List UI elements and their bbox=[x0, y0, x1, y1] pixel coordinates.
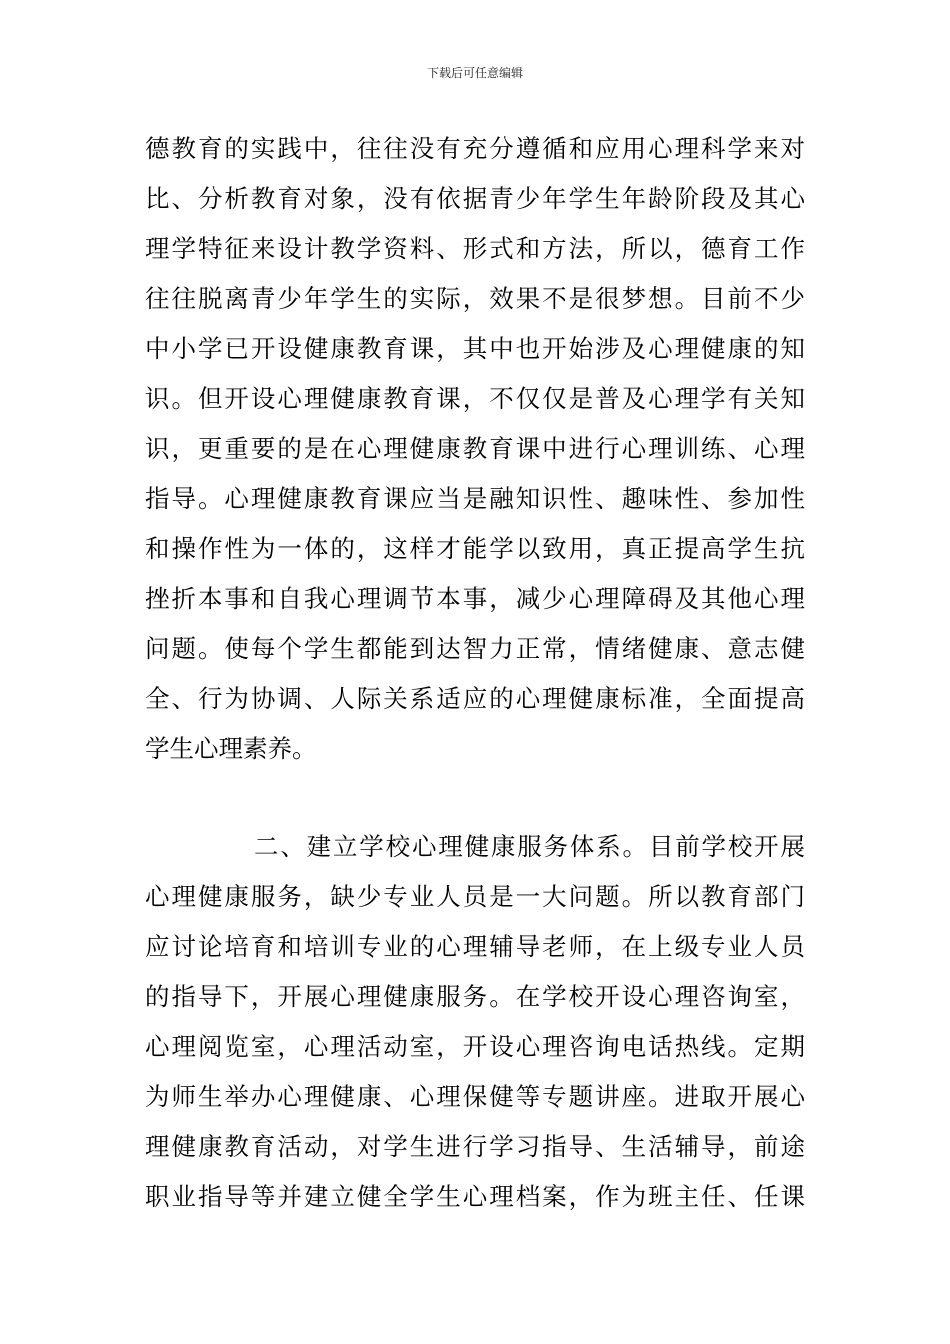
text-line: 二、建立学校心理健康服务体系。目前学校开展 bbox=[254, 832, 805, 861]
text-line: 指导。心理健康教育课应当是融知识性、趣味性、参加性 bbox=[145, 484, 805, 513]
text-line: 德教育的实践中，往往没有充分遵循和应用心理科学来对 bbox=[145, 134, 805, 163]
paragraph-1 bbox=[145, 124, 805, 774]
text-line: 职业指导等并建立健全学生心理档案，作为班主任、任课 bbox=[145, 1182, 805, 1211]
text-line: 心理健康服务，缺少专业人员是一大问题。所以教育部门 bbox=[145, 882, 805, 911]
text-line: 识，更重要的是在心理健康教育课中进行心理训练、心理 bbox=[145, 434, 805, 463]
text-line: 和操作性为一体的，这样才能学以致用，真正提高学生抗 bbox=[145, 534, 805, 563]
text-line: 应讨论培育和培训专业的心理辅导老师，在上级专业人员 bbox=[145, 932, 805, 961]
page-header: 下载后可任意编辑 bbox=[426, 66, 523, 80]
text-line: 往往脱离青少年学生的实际，效果不是很梦想。目前不少 bbox=[145, 284, 805, 313]
text-line: 为师生举办心理健康、心理保健等专题讲座。进取开展心 bbox=[145, 1082, 805, 1111]
text-line: 全、行为协调、人际关系适应的心理健康标准，全面提高 bbox=[145, 684, 805, 713]
text-line: 识。但开设心理健康教育课，不仅仅是普及心理学有关知 bbox=[145, 384, 805, 413]
text-line: 理健康教育活动，对学生进行学习指导、生活辅导，前途 bbox=[145, 1132, 805, 1161]
text-line: 比、分析教育对象，没有依据青少年学生年龄阶段及其心 bbox=[145, 184, 805, 213]
paragraph-2 bbox=[145, 822, 805, 1222]
text-line: 挫折本事和自我心理调节本事，减少心理障碍及其他心理 bbox=[145, 584, 805, 613]
text-line: 中小学已开设健康教育课，其中也开始涉及心理健康的知 bbox=[145, 334, 805, 363]
text-line: 问题。使每个学生都能到达智力正常，情绪健康、意志健 bbox=[145, 634, 805, 663]
text-line: 学生心理素养。 bbox=[145, 734, 317, 763]
text-line: 的指导下，开展心理健康服务。在学校开设心理咨询室， bbox=[145, 982, 805, 1011]
text-line: 理学特征来设计教学资料、形式和方法，所以，德育工作 bbox=[145, 234, 805, 263]
text-line: 心理阅览室，心理活动室，开设心理咨询电话热线。定期 bbox=[145, 1032, 805, 1061]
